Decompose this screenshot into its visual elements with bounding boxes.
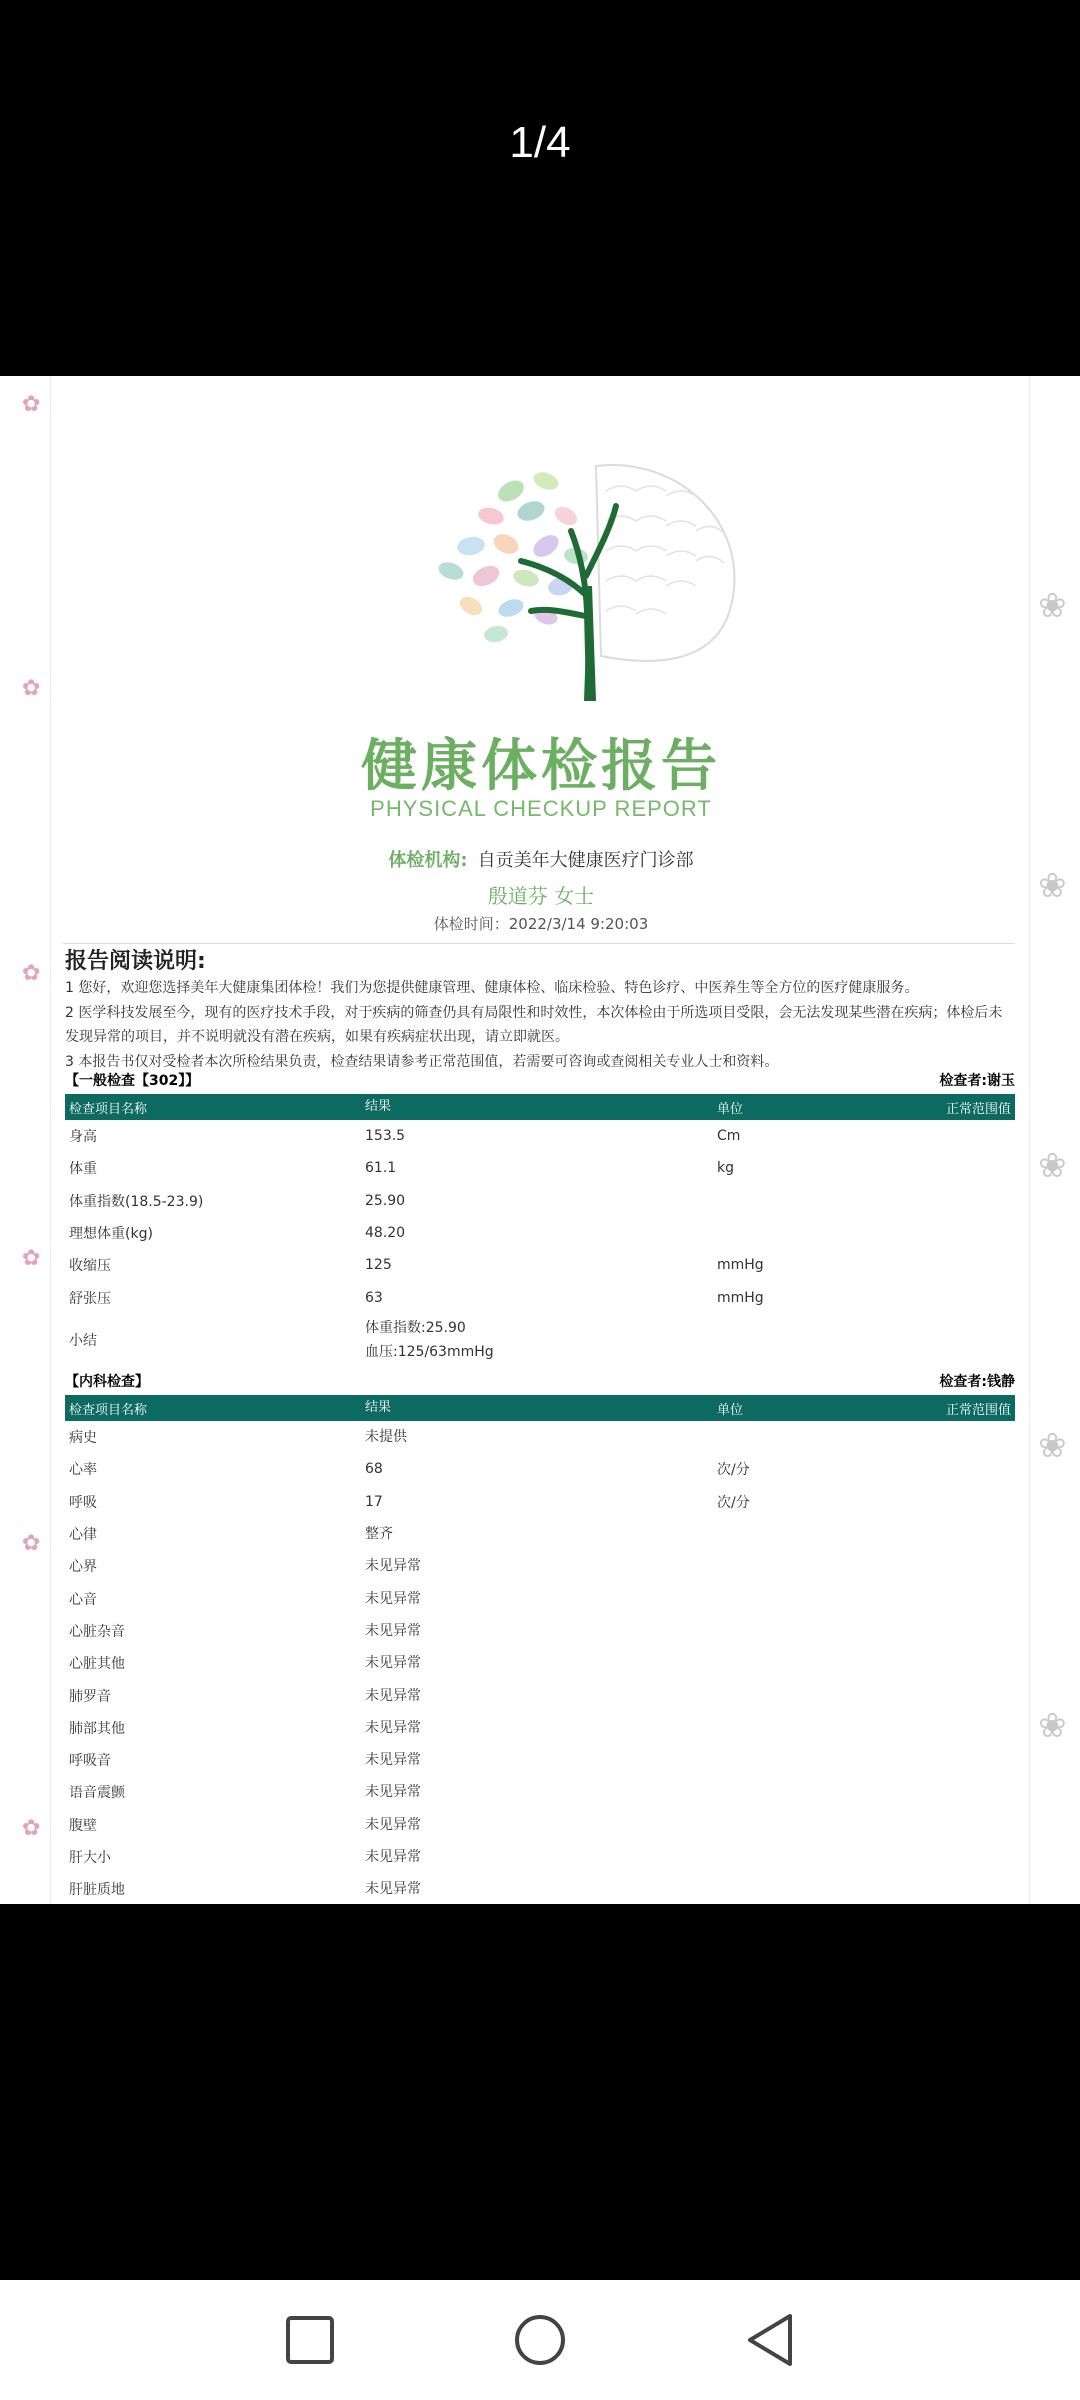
row-result: 未见异常	[365, 1590, 421, 1607]
report-title: 健康体检报告	[361, 734, 721, 799]
row-item: 肝脏质地	[69, 1882, 125, 1899]
exam-time: 体检时间：2022/3/14 9:20:03	[433, 915, 649, 933]
row-item: 心脏杂音	[69, 1623, 125, 1640]
lotus-watermark-icon: ❀	[1038, 1426, 1067, 1466]
summary-row	[65, 1314, 1015, 1366]
notes-list	[65, 976, 1015, 1074]
table-row	[65, 1550, 1015, 1582]
flower-watermark-icon: ✿	[22, 392, 41, 417]
table-row	[65, 1217, 1015, 1249]
tree-logo-icon	[381, 436, 761, 706]
lotus-watermark-icon: ❀	[1038, 1706, 1067, 1746]
examiner: 检查者:谢玉	[939, 1073, 1015, 1089]
row-item: 心音	[69, 1591, 97, 1608]
row-result: 17	[365, 1493, 383, 1510]
col-unit: 单位	[717, 1101, 744, 1117]
table-row	[65, 1486, 1015, 1518]
row-result: 未提供	[365, 1429, 407, 1446]
row-result: 未见异常	[365, 1622, 421, 1639]
notes-heading: 报告阅读说明:	[65, 949, 206, 974]
row-item: 肺罗音	[69, 1688, 111, 1705]
table-row	[65, 1185, 1015, 1217]
col-range: 正常范围值	[945, 1402, 1011, 1418]
row-result	[365, 1316, 717, 1364]
col-item: 检查项目名称	[69, 1101, 148, 1117]
triangle-back-icon[interactable]	[730, 2300, 810, 2380]
institution-label: 体检机构:	[388, 850, 468, 871]
lotus-watermark-icon: ❀	[1038, 866, 1067, 906]
note-item: 1 您好，欢迎您选择美年大健康集团体检！我们为您提供健康管理、健康体检、临床检验、特色诊疗、中医养生等全方位的医疗健康服务。	[65, 980, 919, 996]
row-unit: mmHg	[717, 1289, 764, 1306]
table-row	[65, 1647, 1015, 1679]
note-item: 2 医学科技发展至今，现有的医疗技术手段，对于疾病的筛查仍具有局限性和时效性，本次体检由于所选项目受限，会无法发现某些潜在疾病；体检后未发现异常的项目，并不说明就没有潜在疾病，如果有疾病症状出现，请立即就医。	[65, 1004, 1003, 1045]
note-item: 3 本报告书仅对受检者本次所检结果负责，检查结果请参考正常范围值，若需要可咨询或查阅相关专业人士和资料。	[65, 1053, 779, 1070]
institution-line	[51, 846, 1031, 872]
row-item: 语音震颤	[69, 1785, 125, 1802]
table-row	[65, 1776, 1015, 1808]
lotus-watermark-icon: ❀	[1038, 1146, 1067, 1186]
institution-name: 自贡美年大健康医疗门诊部	[477, 850, 694, 871]
row-item: 身高	[69, 1129, 97, 1146]
row-result: 153.5	[365, 1128, 406, 1145]
row-result: 68	[365, 1461, 383, 1478]
report-document	[50, 376, 1031, 1904]
section-header	[65, 1070, 1015, 1094]
left-margin-strip	[0, 376, 50, 1904]
row-item: 体重指数(18.5-23.9)	[69, 1193, 204, 1210]
table-row	[65, 1809, 1015, 1841]
table-row	[65, 1873, 1015, 1904]
row-unit: 次/分	[717, 1462, 750, 1479]
flower-watermark-icon: ✿	[22, 1531, 41, 1556]
table-row	[65, 1679, 1015, 1711]
section-header	[65, 1371, 1015, 1395]
row-result: 未见异常	[365, 1816, 421, 1833]
table-row	[65, 1281, 1015, 1313]
lotus-watermark-icon: ❀	[1038, 586, 1067, 626]
table-row	[65, 1249, 1015, 1281]
row-item: 肺部其他	[69, 1720, 125, 1737]
col-unit: 单位	[717, 1402, 744, 1418]
row-result: 未见异常	[365, 1687, 421, 1704]
table-row	[65, 1421, 1015, 1453]
row-result: 125	[365, 1257, 392, 1274]
row-result: 61.1	[365, 1160, 397, 1177]
row-result: 未见异常	[365, 1655, 421, 1672]
row-item: 小结	[69, 1332, 97, 1349]
table-row	[65, 1841, 1015, 1873]
flower-watermark-icon: ✿	[22, 676, 41, 701]
row-item: 心率	[69, 1462, 97, 1479]
row-item: 呼吸音	[69, 1753, 111, 1770]
summary-line: 体重指数:25.90	[365, 1319, 466, 1336]
patient-name: 殷道芬 女士	[487, 884, 595, 908]
row-unit: kg	[717, 1160, 734, 1177]
table-row	[65, 1152, 1015, 1184]
report-subtitle: PHYSICAL CHECKUP REPORT	[370, 796, 712, 821]
table-row	[65, 1518, 1015, 1550]
table-row	[65, 1120, 1015, 1152]
row-unit: Cm	[717, 1128, 741, 1145]
col-item: 检查项目名称	[69, 1402, 148, 1418]
row-item: 肝大小	[69, 1850, 111, 1866]
table-row	[65, 1744, 1015, 1776]
row-item: 腹壁	[69, 1817, 97, 1834]
system-navigation-bar	[0, 2280, 1080, 2400]
table-row	[65, 1582, 1015, 1614]
col-result: 结果	[365, 1400, 392, 1415]
row-result: 未见异常	[365, 1719, 421, 1736]
section-title: 【一般检查【302】】	[65, 1073, 200, 1089]
row-result: 未见异常	[365, 1849, 421, 1865]
row-item: 心界	[69, 1559, 97, 1576]
row-result: 63	[365, 1289, 383, 1306]
flower-watermark-icon: ✿	[22, 1246, 41, 1271]
row-result: 整齐	[365, 1526, 393, 1543]
row-result: 未见异常	[365, 1784, 421, 1801]
table-row	[65, 1615, 1015, 1647]
table-row	[65, 1712, 1015, 1744]
row-result: 未见异常	[365, 1752, 421, 1769]
section-title: 【内科检查】	[65, 1374, 149, 1390]
row-result: 48.20	[365, 1225, 406, 1242]
table-header	[65, 1094, 1015, 1120]
summary-line: 血压:125/63mmHg	[365, 1343, 494, 1360]
report-page-image[interactable]	[0, 376, 1080, 1904]
row-item: 收缩压	[69, 1258, 111, 1275]
row-item: 心脏其他	[69, 1656, 125, 1673]
table-row	[65, 1453, 1015, 1485]
flower-watermark-icon: ✿	[22, 961, 41, 986]
row-item: 体重	[69, 1161, 97, 1178]
right-margin-strip	[1029, 376, 1080, 1904]
examiner: 检查者:钱静	[939, 1374, 1015, 1390]
row-item: 病史	[69, 1430, 97, 1447]
row-item: 心律	[69, 1527, 97, 1544]
row-result: 未见异常	[365, 1881, 421, 1898]
table-header	[65, 1395, 1015, 1421]
circle-home-icon[interactable]	[500, 2300, 580, 2380]
row-result: 未见异常	[365, 1558, 421, 1575]
row-item: 呼吸	[69, 1494, 97, 1511]
general-exam-section	[65, 1070, 1015, 1366]
row-unit: mmHg	[717, 1257, 764, 1274]
row-result: 25.90	[365, 1192, 406, 1209]
row-unit: 次/分	[717, 1494, 750, 1511]
square-recents-icon[interactable]	[270, 2300, 350, 2380]
row-item: 理想体重(kg)	[69, 1226, 153, 1243]
internal-exam-section	[65, 1371, 1015, 1904]
row-item: 舒张压	[69, 1290, 111, 1307]
flower-watermark-icon: ✿	[22, 1816, 41, 1841]
col-result: 结果	[365, 1099, 392, 1114]
page-counter: 1/4	[509, 118, 571, 167]
col-range: 正常范围值	[945, 1101, 1011, 1117]
